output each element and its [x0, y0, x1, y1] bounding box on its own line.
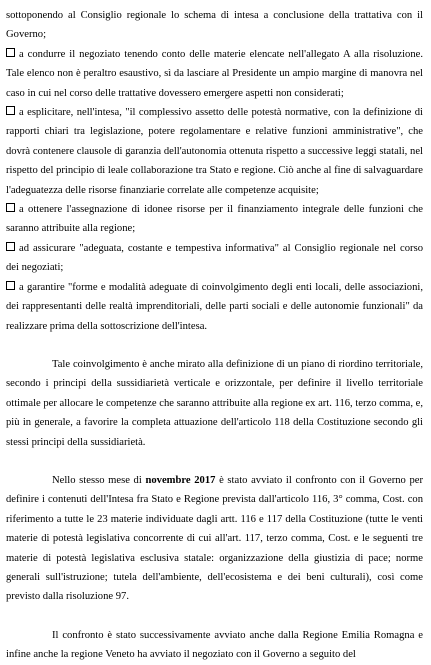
checkbox-icon — [6, 242, 15, 251]
paragraph-text: è stato avviato il confronto con il Governo per definire i contenuti dell'Intesa fra Stato e Regione prevista dall'articolo 116, 3° comma, Cost. con riferimento a tutte le 23 materie individuate dagli artt. 116 e 117 della Costituzione (tutte le venti materie di potestà legislativa concorrente di cui all'art. 117, terzo comma, Cost. e le seguenti tre materie di potestà legislativa esclusiva statale: organizzazione della giustizia di pace; norme generali sull'istruzione; tutela dell'ambiente, dell'ecosistema e dei beni culturali), così come previsto dalla risoluzione 97. — [6, 474, 424, 603]
bold-date: novembre 2017 — [145, 474, 216, 486]
intro-text: sottoponendo al Consiglio regionale lo schema di intesa a conclusione della trattativa con il Governo; — [6, 10, 423, 41]
checkbox-icon — [6, 106, 15, 115]
spacer — [6, 452, 423, 471]
list-item — [6, 103, 423, 200]
list-item — [6, 45, 423, 103]
checkbox-icon — [6, 48, 15, 57]
list-item — [6, 239, 423, 278]
checkbox-icon — [6, 281, 15, 290]
paragraph-novembre — [6, 471, 423, 607]
list-item-text: a garantire "forme e modalità adeguate di coinvolgimento degli enti locali, delle associazioni, dei rappresentanti delle realtà imprenditoriali, delle parti sociali e delle autonomie funzionali" da realizzare prima della sottoscrizione dell'intesa. — [6, 281, 423, 332]
checkbox-icon — [6, 203, 15, 212]
spacer — [6, 607, 423, 626]
list-item-text: a esplicitare, nell'intesa, "il complessivo assetto delle potestà normative, con la definizione di rapporti chiari tra legislazione, potere regolamentare e relative funzioni amministrative", che dovrà contenere clausole di garanzia dell'autonomia ottenuta rispetto a successive leggi statali, nel rispetto del principio di leale collaborazione tra Stato e regione. Ciò anche al fine di salvaguardare l'adeguatezza delle risorse finanziarie correlate alle competenze acquisite; — [6, 107, 423, 196]
list-item-text: a condurre il negoziato tenendo conto delle materie elencate nell'allegato A alla risoluzione. Tale elenco non è peraltro esaustivo, sì da lasciare al Presidente un ampio margine di manovra nel caso in cui nel corso delle trattative dovessero emergere aspetti non considerati; — [6, 48, 423, 99]
paragraph-text: Nello stesso mese di — [52, 474, 146, 486]
list-item-text: a ottenere l'assegnazione di idonee risorse per il finanziamento integrale delle funzioni che saranno attribuite alla regione; — [6, 204, 423, 235]
list-item — [6, 278, 423, 336]
paragraph-confronto: Il confronto è stato successivamente avviato anche dalla Regione Emilia Romagna e infine anche la regione Veneto ha avviato il negoziato con il Governo a seguito del — [6, 629, 423, 661]
list-item — [6, 200, 423, 239]
list-item-text: ad assicurare "adeguata, costante e tempestiva informativa" al Consiglio regionale nel corso dei negoziati; — [6, 242, 423, 274]
paragraph-riordino: Tale coinvolgimento è anche mirato alla definizione di un piano di riordino territoriale, secondo i principi della sussidiarietà verticale e orizzontale, per definire il livello territoriale ottimale per allocare le competenze che saranno attribuite alla regione ex art. 116, terzo comma, e, più in generale, a favorire la completa attuazione dell'articolo 118 della Costituzione secondo gli stessi principi della sussidiarietà. — [6, 358, 423, 448]
spacer — [6, 336, 423, 355]
